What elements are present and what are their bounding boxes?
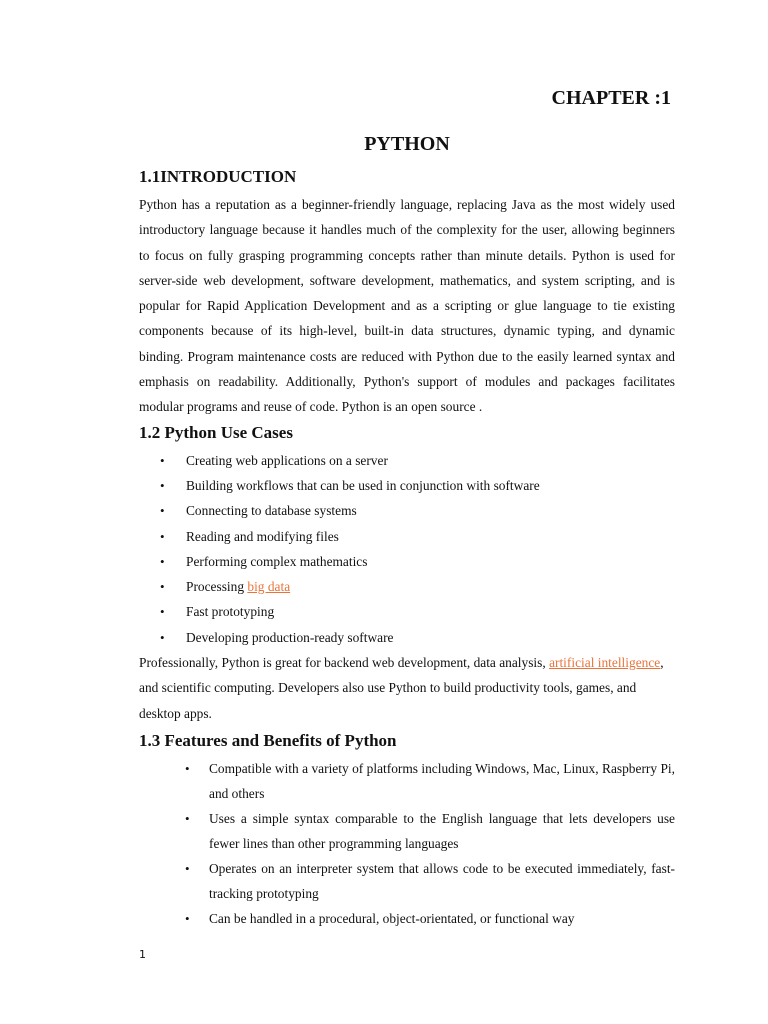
list-item: • Compatible with a variety of platforms including Windows, Mac, Linux, Raspberry Pi, and others xyxy=(139,756,675,806)
list-item: • Connecting to database systems xyxy=(139,498,675,523)
list-item xyxy=(139,574,675,599)
introduction-heading: 1.1INTRODUCTION xyxy=(139,167,297,186)
list-item: • Creating web applications on a server xyxy=(139,448,675,473)
list-item: • Building workflows that can be used in conjunction with software xyxy=(139,473,675,498)
big-data-link[interactable]: big data xyxy=(247,579,291,595)
artificial-intelligence-link[interactable]: artificial intelligence xyxy=(549,655,661,671)
list-item-text: Processing xyxy=(186,579,248,595)
professional-use-paragraph xyxy=(139,650,675,726)
list-item: • Operates on an interpreter system that allows code to be executed immediately, fast-tracking prototyping xyxy=(139,856,675,906)
list-item: • Reading and modifying files xyxy=(139,524,675,549)
paragraph-text-after-link: , and scientific computing. Developers also use Python to build productivity tools, games, and desktop apps. xyxy=(139,655,664,721)
document-title: PYTHON xyxy=(364,133,450,155)
features-heading: 1.3 Features and Benefits of Python xyxy=(139,730,397,750)
page-number: 1 xyxy=(139,948,146,961)
document-body xyxy=(139,166,675,931)
use-cases-heading: 1.2 Python Use Cases xyxy=(139,422,293,442)
use-cases-list xyxy=(139,448,675,650)
list-item: • Performing complex mathematics xyxy=(139,549,675,574)
list-item: • Uses a simple syntax comparable to the English language that lets developers use fewer lines than other programming languages xyxy=(139,806,675,856)
chapter-label: CHAPTER :1 xyxy=(551,87,671,109)
list-item: • Can be handled in a procedural, object-orientated, or functional way xyxy=(139,906,675,931)
list-item: • Developing production-ready software xyxy=(139,625,675,650)
introduction-paragraph: Python has a reputation as a beginner-friendly language, replacing Java as the most widely used introductory language because it handles much of the complexity for the user, allowing beginners to focus on fully grasping programming concepts rather than minute details. Python is used for server-side web development, software development, mathematics, and system scripting, and is popular for Rapid Application Development and as a scripting or glue language to tie existing components because of its high-level, built-in data structures, dynamic typing, and dynamic binding. Program maintenance costs are reduced with Python due to the easily learned syntax and emphasis on readability. Additionally, Python's support of modules and packages facilitates modular programs and reuse of code. Python is an open source . xyxy=(139,197,675,415)
features-list xyxy=(139,756,675,931)
paragraph-text-before-link: Professionally, Python is great for backend web development, data analysis, xyxy=(139,655,550,671)
list-item: • Fast prototyping xyxy=(139,599,675,624)
